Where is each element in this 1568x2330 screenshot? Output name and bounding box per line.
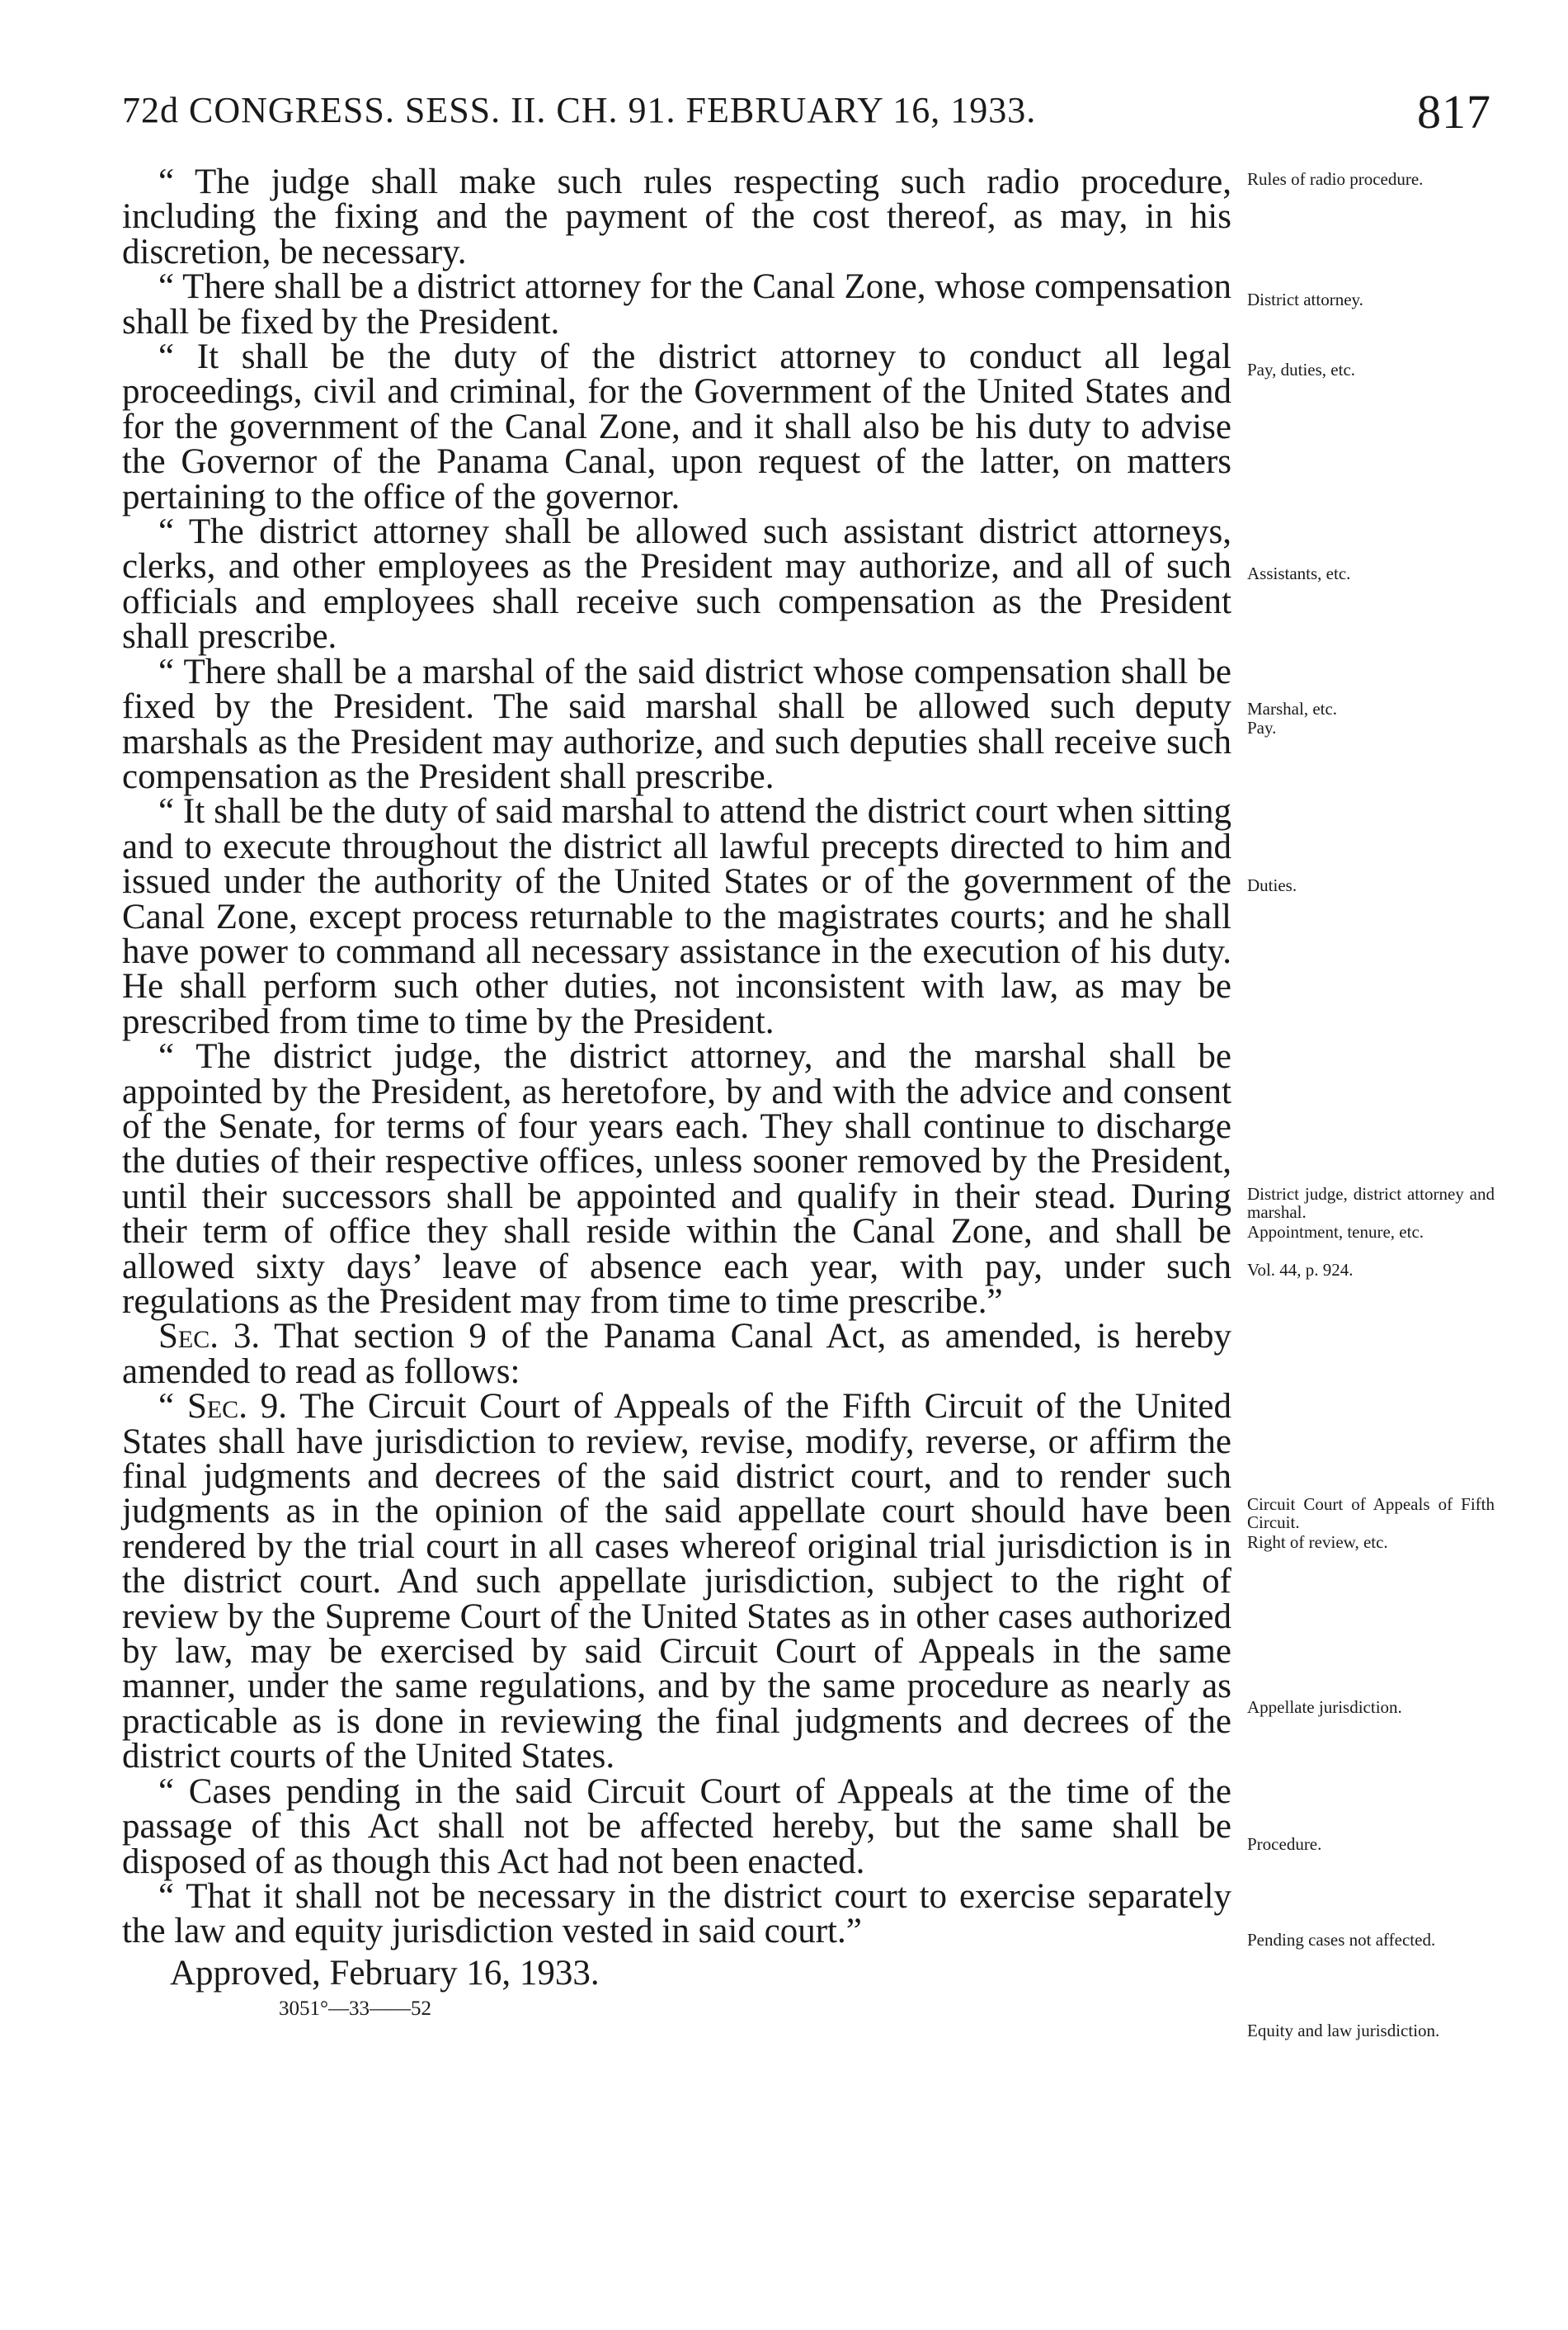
running-header bbox=[122, 85, 1491, 142]
statute-body bbox=[122, 165, 1231, 2026]
running-head: 72d CONGRESS. SESS. II. CH. 91. FEBRUARY 16, 1933. bbox=[122, 90, 1037, 130]
margin-note: Procedure. bbox=[1247, 1834, 1322, 1854]
paragraph-radio-rules: “ The judge shall make such rules respecting such radio procedure, including the fixing and the payment of the cost thereof, as may, in his discretion, be necessary. bbox=[122, 163, 1231, 271]
paragraph-pending-cases: “ Cases pending in the said Circuit Court of Appeals at the time of the passage of this Act shall not be affected hereby, but the same shall be disposed of as though this Act had not been enacted. bbox=[122, 1771, 1231, 1881]
print-code: 3051°—33——52 bbox=[279, 1997, 431, 2021]
margin-note: Equity and law jurisdiction. bbox=[1247, 2021, 1440, 2040]
paragraph-assistants: “ The district attorney shall be allowed such assistant district attorneys, clerks, and other employees as the President may authorize, and all of such officials and employees shall receive such compensation as the President shall prescribe. bbox=[122, 512, 1231, 657]
margin-note: Circuit Court of Appeals of Fifth Circuit. bbox=[1247, 1494, 1495, 1532]
paragraph-appointment: “ The district judge, the district attorney, and the marshal shall be appointed by the President, as heretofore, by and with the advice and consent of the Senate, for terms of four years each. They shall continue to discharge the duties of their respective offices, unless sooner removed by the President, until their successors shall be appointed and qualify in their stead. During their term of office they shall reside within the Canal Zone, and shall be allowed sixty days’ leave of absence each year, with pay, under such regulations as the President may from time to time prescribe.” bbox=[122, 1037, 1231, 1321]
margin-note: Pay. bbox=[1247, 718, 1277, 738]
margin-note: Duties. bbox=[1247, 875, 1297, 895]
margin-note: Vol. 44, p. 924. bbox=[1247, 1260, 1354, 1280]
paragraph-marshal: “ There shall be a marshal of the said district whose compensation shall be fixed by the President. The said marshal shall be allowed such deputy marshals as the President may authorize, and such deputies shall receive such compensation as the President shall prescribe. bbox=[122, 652, 1231, 796]
section-label: “ Sec. 9. bbox=[158, 1387, 288, 1427]
page-number: 817 bbox=[1417, 85, 1491, 139]
paragraph-marshal-duties: “ It shall be the duty of said marshal to attend the district court when sitting and to execute throughout the district all lawful precepts directed to him and issued under the authority of the United States or of the government of the Canal Zone, except process returnable to the magistrates courts; and he shall have power to command all necessary assistance in the execution of his duty. He shall perform such other duties, not inconsistent with law, as may be prescribed from time to time by the President. bbox=[122, 792, 1231, 1041]
margin-note: Appellate jurisdiction. bbox=[1247, 1697, 1402, 1717]
section-text: The Circuit Court of Appeals of the Fifth Circuit of the United States shall have jurisdiction to review, revise, modify, reverse, or affirm the final judgments and decrees of the said district court, and to render such judgments as in the opinion of the said appellate court should have been rendered by the trial court in all cases whereof original trial jurisdiction is in the district court. And such appellate jurisdiction, subject to the right of review by the Supreme Court of the United States as in other cases authorized by law, may be exercised by said Circuit Court of Appeals in the same manner, under the same regulations, and by the same procedure as nearly as practicable as is done in reviewing the final judgments and decrees of the district courts of the United States. bbox=[122, 1387, 1231, 1776]
margin-note: District judge, district attorney and marshal. bbox=[1247, 1184, 1495, 1222]
margin-note: Assistants, etc. bbox=[1247, 564, 1351, 583]
margin-note: District attorney. bbox=[1247, 290, 1363, 309]
paragraph-da-duties: “ It shall be the duty of the district attorney to conduct all legal proceedings, civil and criminal, for the Government of the United States and for the government of the Canal Zone, and it shall also be his duty to advise the Governor of the Panama Canal, upon request of the latter, on matters pertaining to the office of the governor. bbox=[122, 337, 1231, 516]
paragraph-district-attorney: “ There shall be a district attorney for the Canal Zone, whose compensation shall be fixed by the President. bbox=[122, 267, 1231, 342]
section-label: Sec. 3. bbox=[158, 1317, 261, 1356]
margin-note: Pending cases not affected. bbox=[1247, 1930, 1436, 1950]
margin-note: Marshal, etc. bbox=[1247, 699, 1338, 719]
paragraph-sec-9 bbox=[122, 1389, 1231, 1774]
section-text: That section 9 of the Panama Canal Act, as amended, is hereby amended to read as follows: bbox=[122, 1317, 1231, 1391]
paragraph-equity-law: “ That it shall not be necessary in the district court to exercise separately the law and equity jurisdiction vested in said court.” bbox=[122, 1876, 1231, 1951]
margin-note: Right of review, etc. bbox=[1247, 1532, 1388, 1552]
approval-line: Approved, February 16, 1933. bbox=[170, 1953, 600, 1993]
margin-note: Rules of radio procedure. bbox=[1247, 169, 1424, 189]
margin-note: Appointment, tenure, etc. bbox=[1247, 1222, 1424, 1242]
paragraph-sec-3 bbox=[122, 1319, 1231, 1389]
margin-note: Pay, duties, etc. bbox=[1247, 360, 1356, 380]
